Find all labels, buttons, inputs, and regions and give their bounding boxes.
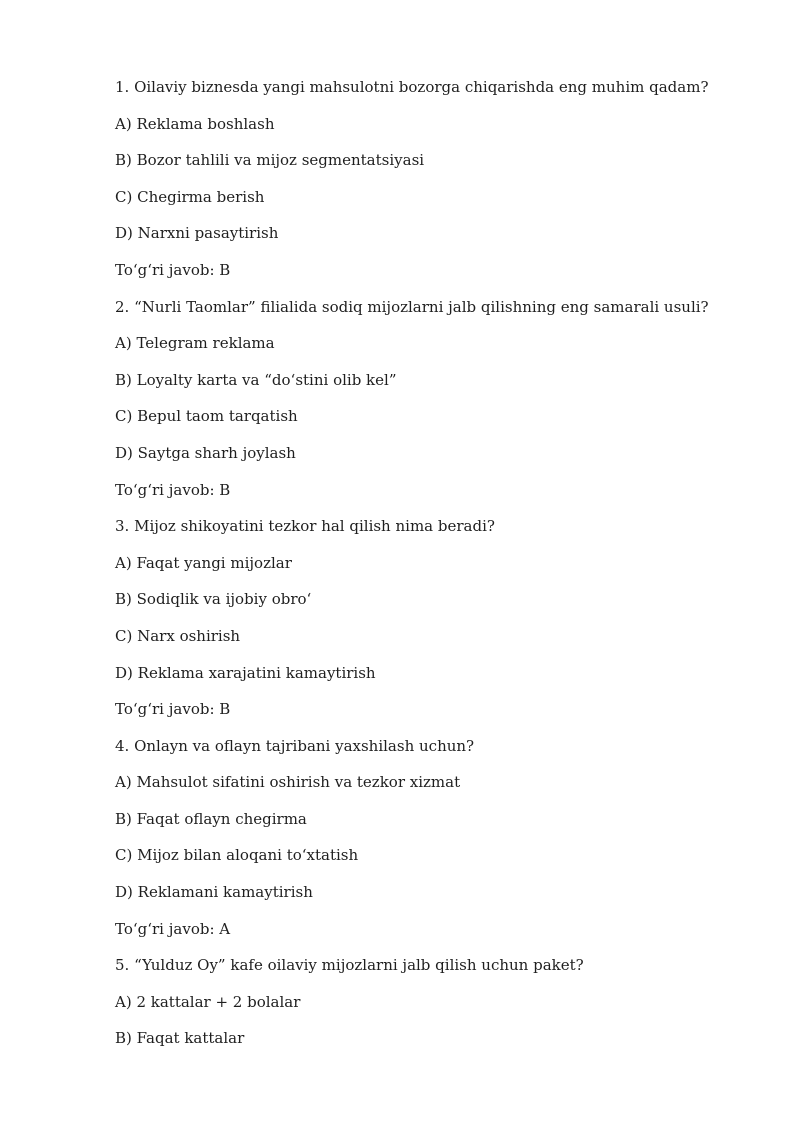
- quiz-content: [115, 76, 755, 1064]
- question-2-option-a: A) Telegram reklama: [115, 334, 275, 353]
- question-2-answer: To‘g‘ri javob: B: [115, 480, 231, 499]
- question-1-option-a: A) Reklama boshlash: [115, 114, 275, 133]
- question-2-option-d: D) Saytga sharh joylash: [115, 443, 296, 462]
- question-3-answer: To‘g‘ri javob: B: [115, 700, 231, 719]
- question-5-option-b: B) Faqat kattalar: [115, 1029, 245, 1048]
- question-1-answer: To‘g‘ri javob: B: [115, 260, 231, 279]
- question-1-option-d: D) Narxni pasaytirish: [115, 224, 279, 243]
- question-4-option-b: B) Faqat oflayn chegirma: [115, 809, 307, 828]
- question-3-text: 3. Mijoz shikoyatini tezkor hal qilish nima beradi?: [115, 517, 495, 536]
- question-4-option-d: D) Reklamani kamaytirish: [115, 883, 313, 902]
- question-1-text: 1. Oilaviy biznesda yangi mahsulotni bozorga chiqarishda eng muhim qadam?: [115, 78, 709, 96]
- question-3-option-d: D) Reklama xarajatini kamaytirish: [115, 663, 376, 682]
- question-1-option-b: B) Bozor tahlili va mijoz segmentatsiyasi: [115, 151, 425, 170]
- question-4-option-a: A) Mahsulot sifatini oshirish va tezkor xizmat: [115, 773, 461, 792]
- question-2-text: 2. “Nurli Taomlar” filialida sodiq mijozlarni jalb qilishning eng samarali usuli?: [115, 297, 709, 316]
- question-2-option-b: B) Loyalty karta va “do‘stini olib kel”: [115, 370, 397, 389]
- question-4-option-c: C) Mijoz bilan aloqani to‘xtatish: [115, 846, 359, 865]
- question-2-option-c: C) Bepul taom tarqatish: [115, 407, 298, 426]
- question-3-option-a: A) Faqat yangi mijozlar: [115, 553, 292, 572]
- question-4-answer: To‘g‘ri javob: A: [115, 919, 231, 938]
- question-4-text: 4. Onlayn va oflayn tajribani yaxshilash uchun?: [115, 736, 475, 755]
- question-5-text: 5. “Yulduz Oy” kafe oilaviy mijozlarni jalb qilish uchun paket?: [115, 956, 584, 975]
- question-5-option-a: A) 2 kattalar + 2 bolalar: [115, 992, 301, 1011]
- question-3-option-c: C) Narx oshirish: [115, 626, 241, 645]
- question-3-option-b: B) Sodiqlik va ijobiy obro‘: [115, 590, 312, 609]
- question-1-option-c: C) Chegirma berish: [115, 187, 265, 206]
